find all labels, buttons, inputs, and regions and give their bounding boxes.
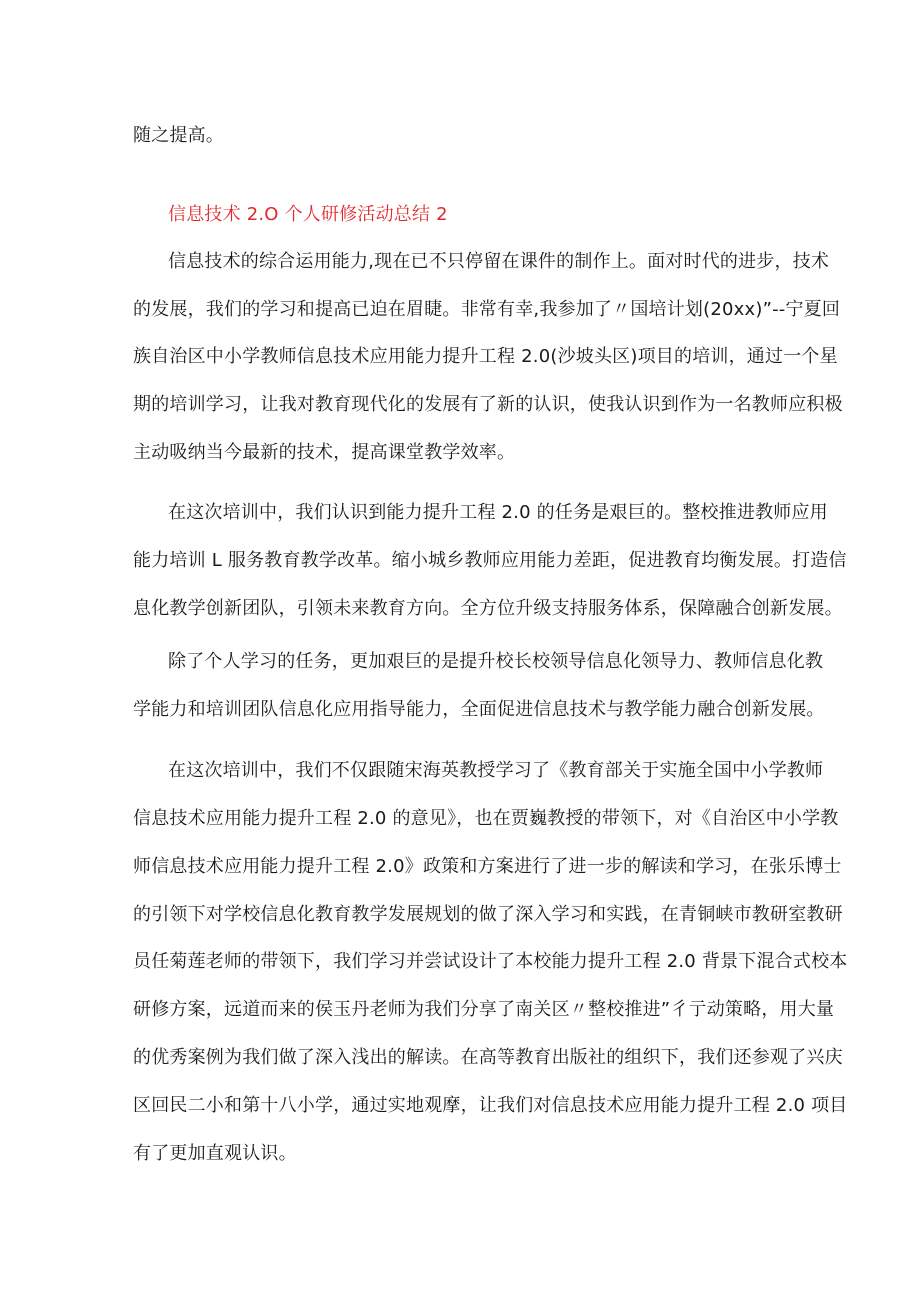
paragraph-line: 的发展，我们的学习和提高已迫在眉睫。非常有幸,我参加了〃国培计划(20xx)”--宁夏回: [133, 299, 841, 320]
paragraph-line: 除了个人学习的任务，更加艰巨的是提升校长校领导信息化领导力、教师信息化教: [168, 651, 824, 672]
paragraph-line: 师信息技术应用能力提升工程 2.0》政策和方案进行了进一步的解读和学习，在张乐博士: [133, 856, 842, 877]
paragraph-line: 息化教学创新团队，引领未来教育方向。全方位升级支持服务体系，保障融合创新发展。: [133, 598, 843, 619]
paragraph-line: 在这次培训中，我们不仅跟随宋海英教授学习了《教育部关于实施全国中小学教师: [168, 760, 824, 781]
paragraph-line: 期的培训学习，让我对教育现代化的发展有了新的认识，使我认识到作为一名教师应积极: [133, 394, 843, 415]
paragraph-line: 信息技术的综合运用能力,现在已不只停留在课件的制作上。面对时代的进步，技术: [168, 251, 830, 272]
paragraph-line: 族自治区中小学教师信息技术应用能力提升工程 2.0(沙坡头区)项目的培训，通过一个星: [133, 346, 838, 367]
paragraph-line: 学能力和培训团队信息化应用指导能力，全面促进信息技术与教学能力融合创新发展。: [133, 699, 825, 720]
paragraph-line: 研修方案，远道而来的侯玉丹老师为我们分享了南关区〃整校推进”彳亍动策略，用大量: [133, 999, 835, 1020]
fragment-line: 随之提高。: [133, 125, 224, 146]
paragraph-line: 的引领下对学校信息化教育教学发展规划的做了深入学习和实践，在青铜峡市教研室教研: [133, 904, 843, 925]
paragraph-line: 员任菊莲老师的带领下，我们学习并尝试设计了本校能力提升工程 2.0 背景下混合式校本: [133, 951, 848, 972]
paragraph-line: 在这次培训中，我们认识到能力提升工程 2.0 的任务是艰巨的。整校推进教师应用: [168, 502, 828, 523]
paragraph-line: 主动吸纳当今最新的技术，提高课堂教学效率。: [133, 442, 516, 463]
paragraph-line: 能力培训 L 服务教育教学改革。缩小城乡教师应用能力差距，促进教育均衡发展。打造信: [133, 550, 847, 571]
paragraph-line: 有了更加直观认识。: [133, 1143, 297, 1164]
paragraph-line: 信息技术应用能力提升工程 2.0 的意见》，也在贾巍教授的带领下，对《自治区中小学教: [133, 808, 839, 829]
paragraph-line: 区回民二小和第十八小学，通过实地观摩，让我们对信息技术应用能力提升工程 2.0 项目: [133, 1095, 848, 1116]
section-heading: 信息技术 2.O 个人研修活动总结 2: [168, 204, 448, 225]
paragraph-line: 的优秀案例为我们做了深入浅出的解读。在高等教育出版社的组织下，我们还参观了兴庆: [133, 1047, 843, 1068]
